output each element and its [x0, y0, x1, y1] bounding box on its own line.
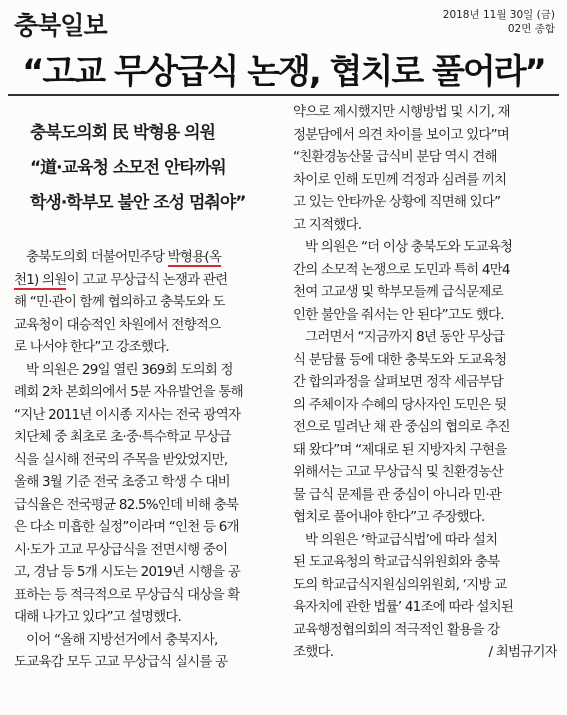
body-line: 돼 왔다”며 “제대로 된 지방자치 구현을 [293, 441, 507, 458]
body-line [14, 246, 276, 269]
body-line: “지난 2011년 이시종 지사는 전국 광역자 [14, 406, 241, 423]
body-line: 박 의원은 29일 열린 369회 도의회 정 [26, 361, 233, 378]
body-line: “친환경농산물 급식비 분담 역시 견해 [293, 149, 497, 165]
article-body-left [14, 246, 276, 674]
body-line: 례회 2차 본회의에서 5분 자유발언을 통해 [14, 384, 243, 400]
body-line: 대해 나가고 있다”고 설명했다. [14, 609, 182, 625]
subheadline-line: 충북도의회 民 박형용 의원 [30, 123, 215, 143]
article-body-right [293, 101, 557, 664]
body-line-part: 조했다. [293, 644, 334, 660]
issue-date [443, 8, 555, 36]
body-line: 올해 3월 기준 전국 초중고 학생 수 대비 [14, 474, 230, 490]
body-line [293, 641, 557, 664]
body-line: 치단체 중 최초로 초·중·특수학교 무상급 [14, 429, 231, 445]
body-line [14, 269, 276, 292]
body-line: 의 주체이자 수혜의 당사자인 도민은 뒷 [293, 396, 507, 413]
body-line: 표하는 등 적극적으로 무상급식 대상을 확 [14, 586, 240, 603]
body-line: 간의 소모적 논쟁으로 도민과 특히 4만4 [293, 261, 510, 278]
body-line: 차이로 인해 도민께 걱정과 심려를 끼치 [293, 171, 507, 188]
body-line: 이어 “올해 지방선거에서 충북지사, [26, 631, 218, 648]
highlighted-name: 천1) 의원 [14, 271, 67, 288]
body-line: 박 의원은 ‘학교급식법’에 따라 설치 [305, 531, 498, 548]
page-label: 02면 종합 [507, 23, 555, 35]
byline: / 최범규기자 [488, 644, 557, 660]
body-line: 식 분담률 등에 대한 충북도와 도교육청 [293, 351, 507, 368]
subheadline [30, 116, 245, 221]
body-line: 고 지적했다. [293, 216, 362, 233]
body-line: 고 있는 안타까운 상황에 직면해 있다” [293, 194, 501, 210]
body-line: 해 “민·관이 함께 협의하고 충북도와 도 [14, 294, 225, 310]
highlighted-name: 박형용(옥 [167, 249, 222, 265]
body-line-part: 이 고교 무상급식 논쟁과 관련 [66, 271, 228, 288]
body-line: 된 도교육청의 학교급식위원회와 충북 [293, 554, 500, 570]
headline: “고교 무상급식 논쟁, 협치로 풀어라” [22, 52, 545, 92]
subheadline-line: “道·교육청 소모전 안타까워 [30, 158, 226, 178]
body-line: 위해서는 고교 무상급식 및 친환경농산 [293, 464, 503, 480]
newspaper-masthead: 충북일보 [14, 11, 107, 40]
body-line: 물 급식 문제를 관 중심이 아니라 민·관 [293, 486, 502, 503]
headline-divider [8, 94, 559, 96]
body-line-part: 충북도의회 더불어민주당 [26, 249, 168, 265]
body-line: 로 나서야 한다”고 강조했다. [14, 339, 169, 355]
body-line: 천여 고교생 및 학부모들께 급식문제로 [293, 284, 503, 300]
body-line: 협치로 풀어내야 한다”고 주장했다. [293, 509, 485, 525]
body-line: 교육청이 대승적인 차원에서 전향적으 [14, 316, 221, 333]
body-line: 박 의원은 “더 이상 충북도와 도교육청 [305, 239, 513, 255]
body-line: 급식율은 전국평균 82.5%인데 비해 충북 [14, 496, 239, 513]
body-line: 전으로 밀려난 채 관 중심의 협의로 추진 [293, 419, 510, 435]
issue-date-text: 2018년 11월 30일 (금) [442, 9, 555, 21]
body-line: 도의 학교급식지원심의위원회, ‘지방 교 [293, 576, 507, 593]
body-line: 정분담에서 의견 차이를 보이고 있다”며 [293, 126, 510, 143]
body-line: 그러면서 “지금까지 8년 동안 무상급 [305, 329, 505, 345]
body-line: 도교육감 모두 고교 무상급식 실시를 공 [14, 654, 228, 670]
body-line: 은 다소 미흡한 실정”이라며 “인천 등 6개 [14, 519, 239, 535]
body-line: 시·도가 고교 무상급식을 전면시행 중이 [14, 541, 228, 558]
body-line: 식을 실시해 전국의 주목을 받았었지만, [14, 451, 228, 468]
body-line: 간 합의과정을 살펴보면 정작 세금부담 [293, 374, 503, 390]
body-line: 교육행정협의회의 적극적인 활용을 강 [293, 621, 500, 638]
subheadline-line: 학생·학부모 불안 조성 멈춰야” [30, 193, 246, 213]
body-line: 고, 경남 등 5개 시도는 2019년 시행을 공 [14, 564, 241, 580]
body-line: 육자치에 관한 법률’ 41조에 따라 설치된 [293, 599, 514, 615]
body-line: 인한 불안을 줘서는 안 된다”고도 했다. [293, 306, 504, 323]
body-line: 약으로 제시했지만 시행방법 및 시기, 재 [293, 104, 510, 120]
